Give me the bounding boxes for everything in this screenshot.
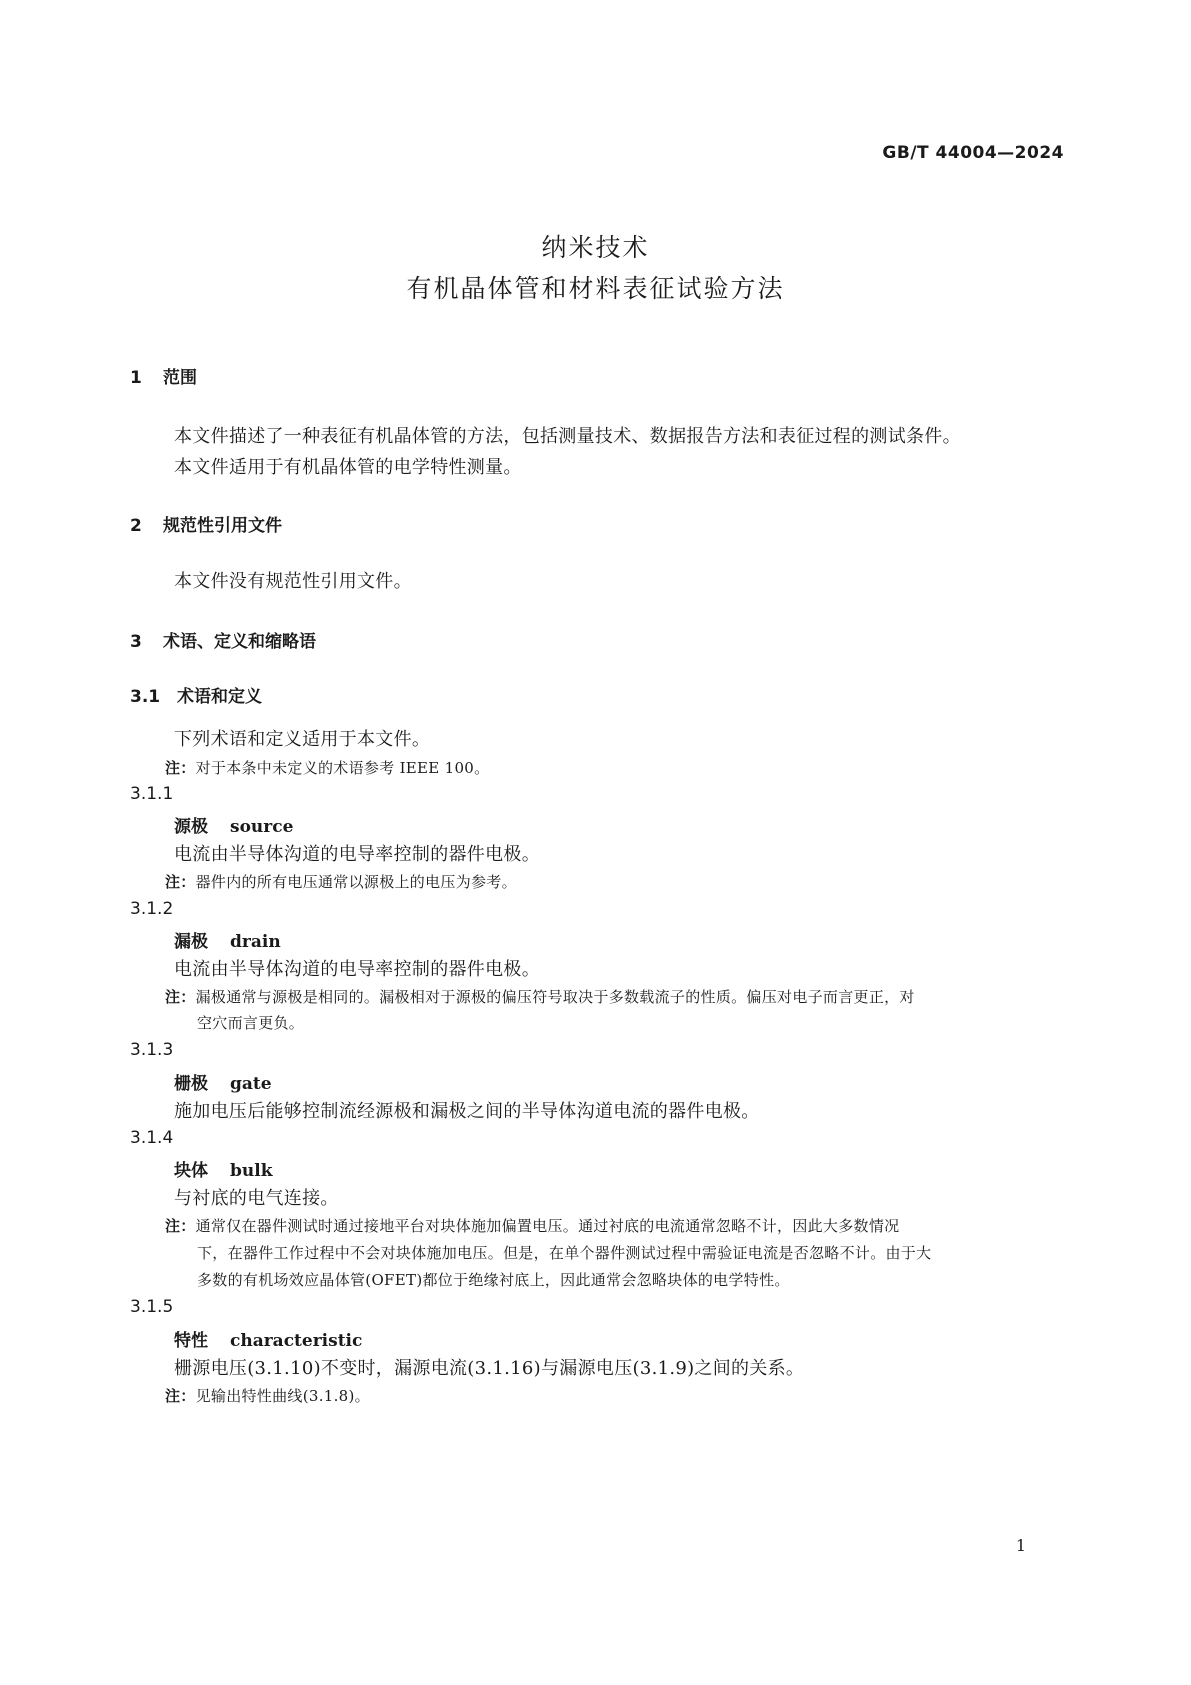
term-note xyxy=(165,1215,899,1236)
term-zh: 漏极 xyxy=(174,932,208,952)
title-line-2: 有机晶体管和材料表征试验方法 xyxy=(406,274,785,303)
term-heading xyxy=(174,1156,272,1181)
page-number: 1 xyxy=(1015,1536,1026,1555)
term-note xyxy=(165,871,517,892)
section-2-paragraph-1: 本文件没有规范性引用文件。 xyxy=(174,571,412,592)
section-1-paragraph-1: 本文件描述了一种表征有机晶体管的方法，包括测量技术、数据报告方法和表征过程的测试条件。 xyxy=(174,426,961,447)
term-number: 3.1.1 xyxy=(130,784,174,804)
title-line-1: 纳米技术 xyxy=(541,233,650,262)
term-number: 3.1.2 xyxy=(130,899,174,919)
term-en: source xyxy=(230,817,294,837)
term-heading xyxy=(174,927,281,952)
note-label: 注： xyxy=(165,988,196,1006)
term-definition: 与衬底的电气连接。 xyxy=(174,1188,339,1209)
term-zh: 栅极 xyxy=(174,1074,208,1094)
term-zh: 源极 xyxy=(174,817,208,837)
term-en: drain xyxy=(230,932,281,952)
note-text: 通常仅在器件测试时通过接地平台对块体施加偏置电压。通过衬底的电流通常忽略不计，因此大多数情况 xyxy=(195,1217,900,1235)
term-number: 3.1.5 xyxy=(130,1297,174,1317)
term-heading xyxy=(174,1069,272,1094)
note-text: 漏极通常与源极是相同的。漏极相对于源极的偏压符号取决于多数载流子的性质。偏压对电子而言更正，对 xyxy=(195,988,915,1006)
note-label: 注： xyxy=(165,873,196,891)
note-label: 注： xyxy=(165,1387,196,1405)
section-3-1-paragraph-1: 下列术语和定义适用于本文件。 xyxy=(174,729,431,750)
term-note-continuation: 空穴而言更负。 xyxy=(197,1014,305,1032)
term-note xyxy=(165,1385,370,1406)
term-definition: 电流由半导体沟道的电导率控制的器件电极。 xyxy=(174,844,540,865)
term-note xyxy=(165,986,915,1007)
term-en: characteristic xyxy=(230,1331,363,1351)
note-label: 注： xyxy=(165,759,196,777)
section-number: 3 xyxy=(130,632,142,652)
term-definition: 施加电压后能够控制流经源极和漏极之间的半导体沟道电流的器件电极。 xyxy=(174,1101,760,1122)
term-definition: 栅源电压(3.1.10)不变时，漏源电流(3.1.16)与漏源电压(3.1.9)之间的关系。 xyxy=(174,1358,805,1379)
term-zh: 特性 xyxy=(174,1331,208,1351)
section-number: 1 xyxy=(130,368,142,388)
section-title: 术语、定义和缩略语 xyxy=(163,632,316,652)
term-heading xyxy=(174,812,293,837)
section-2-heading xyxy=(130,511,282,536)
note-text: 见输出特性曲线(3.1.8)。 xyxy=(195,1387,370,1405)
standard-code: GB/T 44004—2024 xyxy=(882,143,1064,163)
term-note-continuation: 多数的有机场效应晶体管(OFET)都位于绝缘衬底上，因此通常会忽略块体的电学特性。 xyxy=(197,1271,790,1289)
term-definition: 电流由半导体沟道的电导率控制的器件电极。 xyxy=(174,959,540,980)
section-3-heading xyxy=(130,627,316,652)
section-title: 术语和定义 xyxy=(177,687,262,707)
note-label: 注： xyxy=(165,1217,196,1235)
section-1-paragraph-2: 本文件适用于有机晶体管的电学特性测量。 xyxy=(174,457,522,478)
section-1-heading xyxy=(130,363,197,388)
term-note-continuation: 下，在器件工作过程中不会对块体施加电压。但是，在单个器件测试过程中需验证电流是否忽略不计。由于大 xyxy=(197,1244,932,1262)
note-text: 对于本条中未定义的术语参考 IEEE 100。 xyxy=(195,759,490,777)
section-title: 范围 xyxy=(163,368,197,388)
section-number: 3.1 xyxy=(130,687,161,707)
term-number: 3.1.3 xyxy=(130,1040,174,1060)
section-number: 2 xyxy=(130,516,142,536)
section-3-1-heading xyxy=(130,682,262,707)
term-en: gate xyxy=(230,1074,272,1094)
term-heading xyxy=(174,1326,362,1351)
note-text: 器件内的所有电压通常以源极上的电压为参考。 xyxy=(195,873,517,891)
term-number: 3.1.4 xyxy=(130,1128,174,1148)
term-en: bulk xyxy=(230,1161,273,1181)
term-zh: 块体 xyxy=(174,1161,208,1181)
section-title: 规范性引用文件 xyxy=(163,516,282,536)
section-3-1-note xyxy=(165,757,489,778)
